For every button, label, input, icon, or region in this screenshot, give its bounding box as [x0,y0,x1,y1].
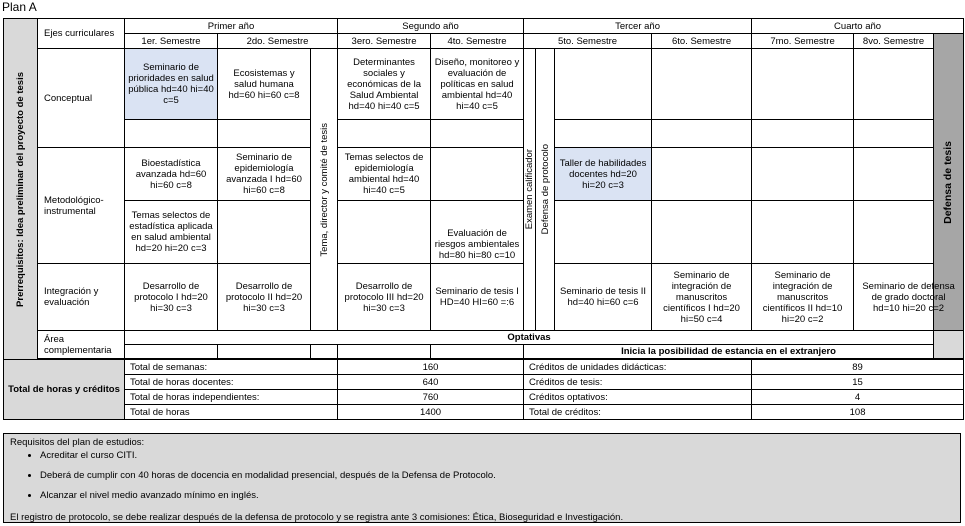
course-m2: Seminario de epidemiología avanzada I hd=60 hi=60 c=8 [218,148,311,201]
course-c2: Ecosistemas y salud humana hd=60 hi=60 c=8 [218,49,311,120]
empty-cell [934,331,964,359]
course-m6: Temas selectos de estadística aplicada en salud ambiental hd=20 hi=20 c=3 [125,201,218,264]
semester-7: 7mo. Semestre [752,34,854,49]
credit-key: Total de créditos: [524,405,752,420]
empty-cell [218,345,311,359]
plan-title: Plan A [2,0,37,14]
course-c3: Determinantes sociales y económicas de la Salud Ambiental hd=40 hi=40 c=5 [338,49,431,120]
empty-cell [338,201,431,264]
empty-cell [652,120,752,148]
examen-cell [524,49,536,331]
axis-conceptual: Conceptual [38,49,125,148]
year-2: Segundo año [338,19,524,34]
course-i6: Seminario de integración de manuscritos científicos I hd=20 hi=50 c=4 [652,264,752,331]
course-i4: Seminario de tesis I HD=40 HI=60 =:6 [431,264,524,331]
axis-metodologico: Metodológico-instrumental [38,148,125,264]
credit-value: 89 [752,360,964,375]
year-3: Tercer año [524,19,752,34]
tema-label: Tema, director y comité de tesis [318,122,330,257]
semester-5: 5to. Semestre [524,34,652,49]
course-i5: Seminario de tesis II hd=40 hi=60 c=6 [555,264,652,331]
empty-cell [752,120,854,148]
empty-cell [854,49,934,120]
empty-cell [652,49,752,120]
empty-cell [431,120,524,148]
tema-cell [311,49,338,331]
ejes-header: Ejes curriculares [38,19,125,49]
empty-cell [125,345,218,359]
prereq-cell [4,19,38,360]
empty-cell [752,49,854,120]
prereq-label: Prerrequisitos: Idea preliminar del proyecto de tesis [15,71,26,307]
empty-cell [338,345,431,359]
empty-cell [752,148,854,201]
total-value: 160 [338,360,524,375]
total-value: 760 [338,390,524,405]
empty-cell [555,201,652,264]
credit-value: 108 [752,405,964,420]
totals-label: Total de horas y créditos [4,360,125,420]
course-i3: Desarrollo de protocolo III hd=20 hi=30 c=3 [338,264,431,331]
requirements-title: Requisitos del plan de estudios: [10,437,145,448]
credit-key: Créditos de unidades didácticas: [524,360,752,375]
requirements-note: El registro de protocolo, se debe realizar después de la defensa de protocolo y se registra ante 3 comisiones: Ética, Bioseguridad e Investigación. [10,512,624,523]
semester-8: 8vo. Semestre [854,34,934,49]
course-c4: Diseño, monitoreo y evaluación de políticas en salud ambiental hd=40 hi=40 c=5 [431,49,524,120]
requirements-list [26,450,496,510]
empty-cell [652,201,752,264]
credit-key: Créditos optativos: [524,390,752,405]
optativas-label: Optativas [125,331,934,345]
defensa-protocolo-cell [536,49,555,331]
total-value: 640 [338,375,524,390]
course-i1: Desarrollo de protocolo I hd=20 hi=30 c=3 [125,264,218,331]
year-4: Cuarto año [752,19,964,34]
total-value: 1400 [338,405,524,420]
semester-6: 6to. Semestre [652,34,752,49]
axis-integracion: Integración y evaluación [38,264,125,331]
empty-cell [311,345,338,359]
requirements-box [3,433,961,523]
defensa-protocolo-label: Defensa de protocolo [539,144,551,235]
semester-3: 3ero. Semestre [338,34,431,49]
empty-cell [338,120,431,148]
requirement-item: • Deberá de cumplir con 40 horas de docencia en modalidad presencial, después de la Defensa de Protocolo. [40,470,496,481]
semester-4: 4to. Semestre [431,34,524,49]
semester-2: 2do. Semestre [218,34,338,49]
empty-cell [752,201,854,264]
total-key: Total de horas independientes: [125,390,338,405]
course-i7: Seminario de integración de manuscritos científicos II hd=10 hi=20 c=2 [752,264,854,331]
requirement-item: • Acreditar el curso CITI. [40,450,496,461]
course-m1: Bioestadística avanzada hd=60 hi=60 c=8 [125,148,218,201]
empty-cell [125,120,218,148]
defensa-tesis-label: Defensa de tesis [942,140,955,224]
curriculum-table [3,18,964,420]
empty-cell [218,201,311,264]
credit-value: 15 [752,375,964,390]
empty-cell [854,201,934,264]
empty-cell [555,120,652,148]
year-1: Primer año [125,19,338,34]
empty-cell [854,120,934,148]
axis-area: Área complementaria [38,331,125,359]
empty-cell [854,148,934,201]
credit-key: Créditos de tesis: [524,375,752,390]
total-key: Total de horas [125,405,338,420]
empty-cell [431,345,524,359]
course-m5: Taller de habilidades docentes hd=20 hi=20 c=3 [555,148,652,201]
total-key: Total de horas docentes: [125,375,338,390]
course-m3: Temas selectos de epidemiología ambiental hd=40 hi=40 c=5 [338,148,431,201]
empty-cell [555,49,652,120]
examen-label: Examen calificador [524,149,536,230]
course-m7: Evaluación de riesgos ambientales hd=80 hi=80 c=10 [431,201,524,264]
course-i2: Desarrollo de protocolo II hd=20 hi=30 c=3 [218,264,311,331]
course-i8: Seminario de defensa de grado doctoral hd=10 hi=20 c=2 [854,264,964,331]
empty-cell [431,148,524,201]
semester-1: 1er. Semestre [125,34,218,49]
credit-value: 4 [752,390,964,405]
requirement-item: • Alcanzar el nivel medio avanzado mínimo en inglés. [40,490,496,501]
estancia-label: Inicia la posibilidad de estancia en el extranjero [524,345,934,359]
empty-cell [218,120,311,148]
course-c1: Seminario de prioridades en salud pública hd=40 hi=40 c=5 [125,49,218,120]
total-key: Total de semanas: [125,360,338,375]
empty-cell [652,148,752,201]
